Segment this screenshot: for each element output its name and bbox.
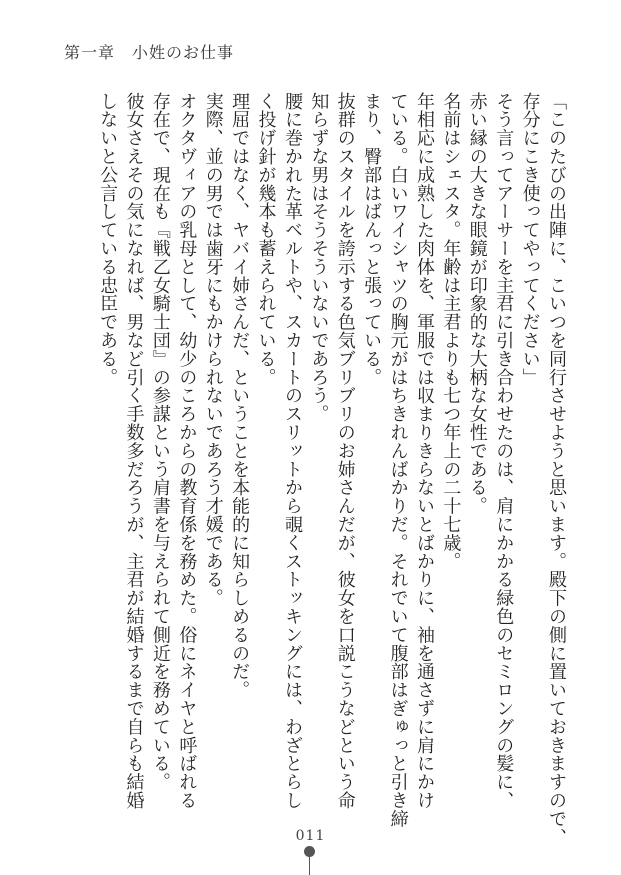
page-number: 011 xyxy=(295,828,326,844)
text-column: 存在で、現在も『戦乙女騎士団』の参謀という肩書を与えられて側近を務めている。 xyxy=(149,92,171,792)
text-column: く投げ針が幾本も蓄えられている。 xyxy=(255,92,277,387)
text-column: まり、臀部はばんっと張っている。 xyxy=(361,92,383,387)
text-column: 年相応に成熟した肉体を、軍服では収まりきらないとばかりに、袖を通さずに肩にかけ xyxy=(413,92,435,810)
text-column: 腰に巻かれた革ベルトや、スカートのスリットから覗くストッキングには、わざとらし xyxy=(281,92,303,810)
chapter-heading: 第一章 小姓のお仕事 xyxy=(64,43,235,62)
text-column: オクタヴィアの乳母として、幼少のころからの教育係を務めた。俗にネイヤと呼ばれる xyxy=(176,92,198,810)
text-column: 実際、並の男では歯牙にもかけられないであろう才媛である。 xyxy=(202,92,224,608)
text-column: そう言ってアーサーを主君に引き合わせたのは、肩にかかる緑色のセミロングの髪に、 xyxy=(493,92,515,810)
text-column: 知らずな男はそうそういないであろう。 xyxy=(308,92,330,424)
text-column: 赤い縁の大きな眼鏡が印象的な大柄な女性である。 xyxy=(466,92,488,516)
text-column: 名前はシェスタ。年齢は主君よりも七つ年上の二十七歳。 xyxy=(440,92,462,571)
text-column: 抜群のスタイルを誇示する色気ブリブリのお姉さんだが、彼女を口説こうなどという命 xyxy=(334,92,356,810)
text-column: 存分にこき使ってやってください」 xyxy=(519,92,541,387)
page-ornament-dot xyxy=(304,846,315,857)
text-column: 理屈ではなく、ヤバイ姉さんだ、ということを本能的に知らしめるのだ。 xyxy=(229,92,251,700)
text-column: 彼女さえその気になれば、男など引く手数多だろうが、主君が結婚するまで自らも結婚 xyxy=(123,92,145,810)
text-column: ている。白いワイシャツの胸元がはちきれんばかりだ。それでいて腹部はぎゅっと引き締 xyxy=(387,92,409,828)
text-column: 「このたびの出陣に、こいつを同行させようと思います。殿下の側に置いておきますので、 xyxy=(546,92,567,847)
text-column: しないと公言している忠臣である。 xyxy=(97,92,119,387)
